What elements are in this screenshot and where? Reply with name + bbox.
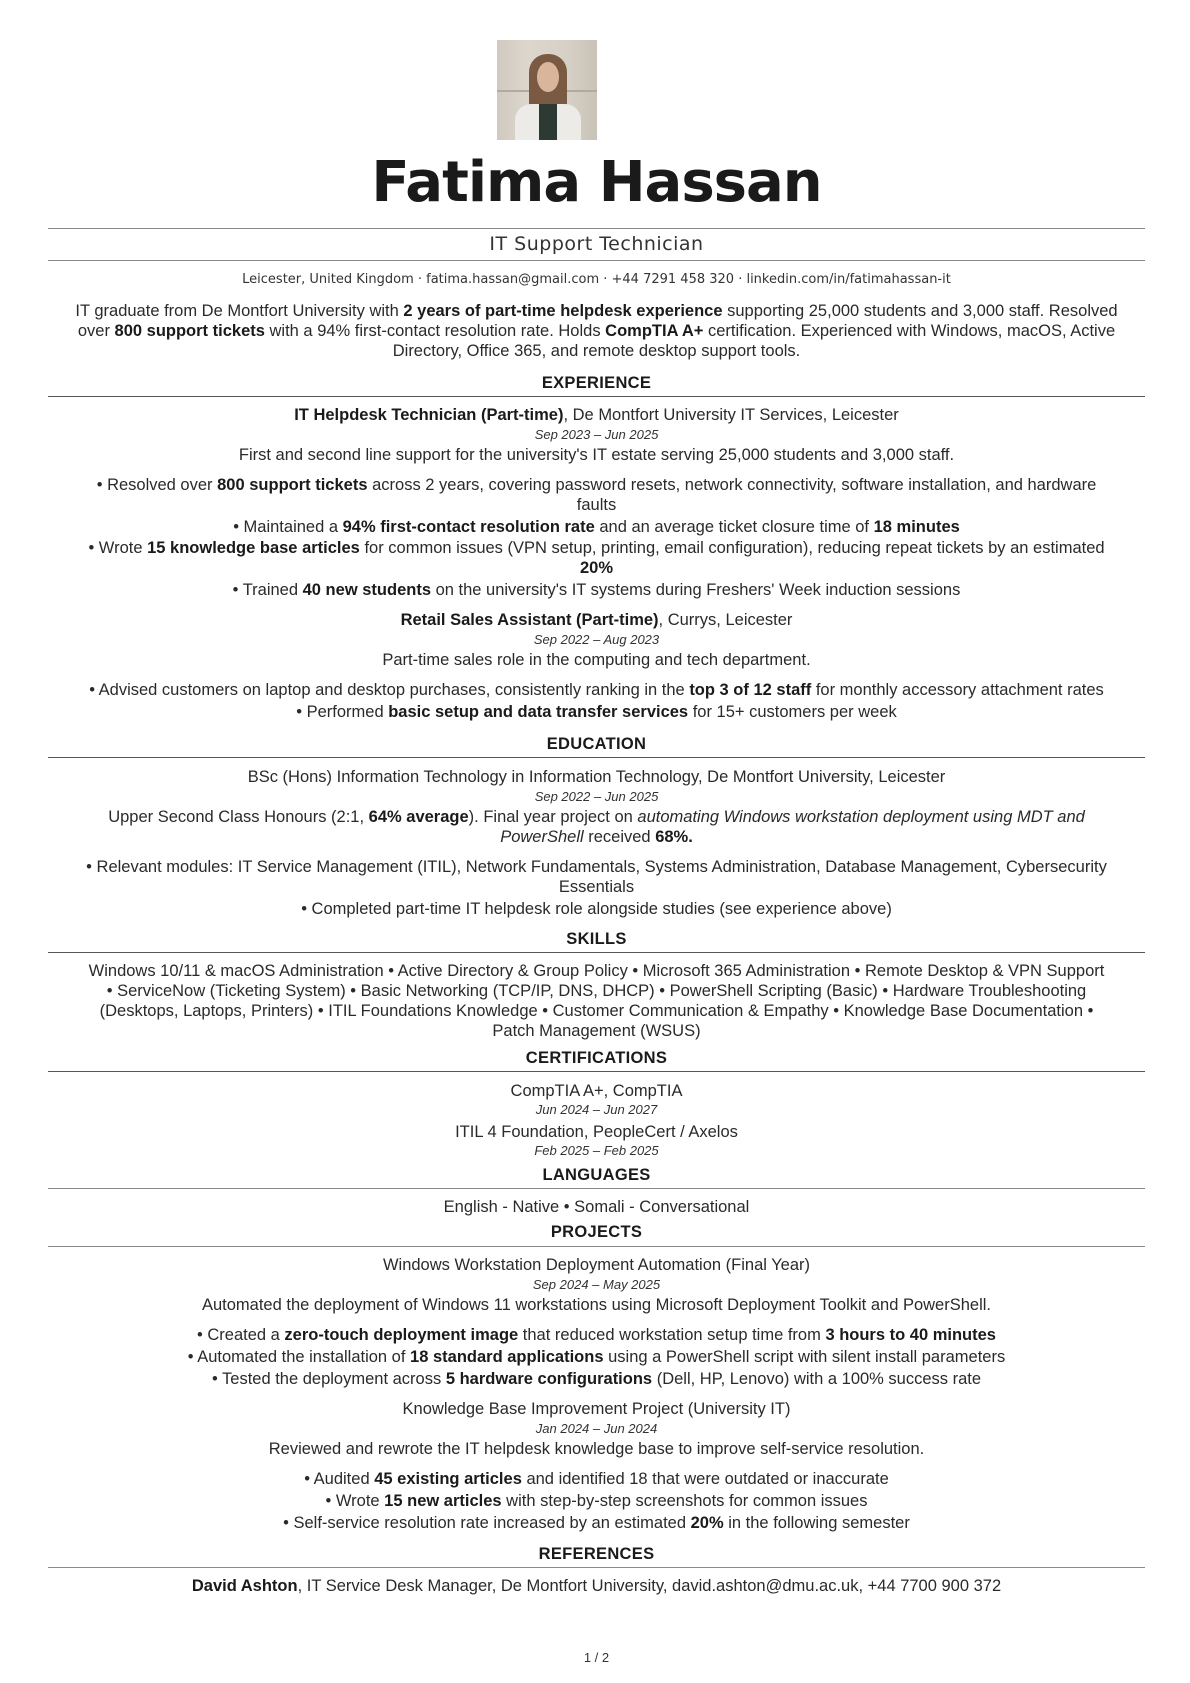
- divider: [48, 1071, 1145, 1072]
- job-bullet: • Performed basic setup and data transfer services for 15+ customers per week: [296, 703, 897, 721]
- job-bullet-cont: 20%: [579, 559, 614, 577]
- certification-dates: Feb 2025 – Feb 2025: [534, 1143, 659, 1158]
- job-description: Part-time sales role in the computing and tech department.: [382, 651, 811, 669]
- divider: [48, 952, 1145, 953]
- divider: [48, 396, 1145, 397]
- skills-line: Windows 10/11 & macOS Administration • Active Directory & Group Policy • Microsoft 365 Administration • Remote Desktop & VPN Support: [88, 962, 1105, 980]
- section-heading-education: EDUCATION: [546, 735, 647, 753]
- education-description: Upper Second Class Honours (2:1, 64% average). Final year project on automating Windows workstation deployment using MDT and: [108, 808, 1085, 826]
- job-dates: Sep 2022 – Aug 2023: [533, 632, 660, 647]
- job-bullet: • Wrote 15 knowledge base articles for common issues (VPN setup, printing, email configuration), reducing repeat tickets by an estimated: [88, 539, 1105, 557]
- project-bullet: • Wrote 15 new articles with step-by-step screenshots for common issues: [325, 1492, 868, 1510]
- job-bullet: • Trained 40 new students on the university's IT systems during Freshers' Week induction sessions: [232, 581, 961, 599]
- education-bullet-cont: Essentials: [558, 878, 635, 896]
- section-heading-references: REFERENCES: [538, 1545, 655, 1563]
- skills-line: • ServiceNow (Ticketing System) • Basic Networking (TCP/IP, DNS, DHCP) • PowerShell Scripting (Basic) • Hardware Troubleshooting: [106, 982, 1087, 1000]
- skills-line: (Desktops, Laptops, Printers) • ITIL Foundations Knowledge • Customer Communication & Empathy • Knowledge Base Documentation •: [99, 1002, 1094, 1020]
- section-heading-skills: SKILLS: [566, 930, 627, 948]
- project-bullet: • Tested the deployment across 5 hardware configurations (Dell, HP, Lenovo) with a 100% success rate: [211, 1370, 982, 1388]
- project-title: Windows Workstation Deployment Automation (Final Year): [382, 1256, 811, 1274]
- photo-shirt: [539, 104, 557, 140]
- divider: [48, 1567, 1145, 1568]
- contact-info[interactable]: Leicester, United Kingdom · fatima.hassan@gmail.com · +44 7291 458 320 · linkedin.com/in/fatimahassan-it: [242, 272, 951, 287]
- section-heading-languages: LANGUAGES: [542, 1166, 651, 1184]
- job-title-line: IT Helpdesk Technician (Part-time), De Montfort University IT Services, Leicester: [294, 406, 899, 424]
- job-bullet: • Advised customers on laptop and desktop purchases, consistently ranking in the top 3 of 12 staff for monthly accessory attachment rates: [89, 681, 1104, 699]
- project-title: Knowledge Base Improvement Project (University IT): [402, 1400, 791, 1418]
- job-title-line: Retail Sales Assistant (Part-time), Currys, Leicester: [400, 611, 793, 629]
- job-title: IT Support Technician: [489, 233, 704, 255]
- project-dates: Sep 2024 – May 2025: [532, 1277, 661, 1292]
- divider: [48, 1188, 1145, 1189]
- project-bullet: • Self-service resolution rate increased by an estimated 20% in the following semester: [283, 1514, 910, 1532]
- job-description: First and second line support for the university's IT estate serving 25,000 students and 3,000 staff.: [238, 446, 955, 464]
- section-heading-projects: PROJECTS: [550, 1223, 643, 1241]
- job-bullet: • Resolved over 800 support tickets across 2 years, covering password resets, network connectivity, software installation, and hardware: [96, 476, 1097, 494]
- job-bullet: • Maintained a 94% first-contact resolution rate and an average ticket closure time of 18 minutes: [233, 518, 960, 536]
- divider: [48, 757, 1145, 758]
- summary-line: Directory, Office 365, and remote desktop support tools.: [392, 342, 801, 360]
- education-description-cont: PowerShell received 68%.: [500, 828, 693, 846]
- education-bullet: • Relevant modules: IT Service Management (ITIL), Network Fundamentals, Systems Administration, Database Management, Cybersecurity: [86, 858, 1107, 876]
- skills-line: Patch Management (WSUS): [492, 1022, 701, 1040]
- summary-line: over 800 support tickets with a 94% first-contact resolution rate. Holds CompTIA A+ certification. Experienced with Windows, macOS, Active: [77, 322, 1116, 340]
- candidate-name: Fatima Hassan: [371, 150, 822, 215]
- divider: [48, 260, 1145, 261]
- job-dates: Sep 2023 – Jun 2025: [534, 427, 659, 442]
- project-dates: Jan 2024 – Jun 2024: [535, 1421, 658, 1436]
- reference-entry: David Ashton, IT Service Desk Manager, De Montfort University, david.ashton@dmu.ac.uk, +44 7700 900 372: [191, 1577, 1002, 1595]
- summary-line: IT graduate from De Montfort University with 2 years of part-time helpdesk experience supporting 25,000 students and 3,000 staff. Resolved: [75, 302, 1118, 320]
- education-bullet: • Completed part-time IT helpdesk role alongside studies (see experience above): [301, 900, 892, 918]
- languages-list: English - Native • Somali - Conversational: [443, 1198, 750, 1216]
- degree: BSc (Hons) Information Technology in Information Technology, De Montfort University, Leicester: [247, 768, 946, 786]
- certification-name: CompTIA A+, CompTIA: [510, 1082, 683, 1100]
- education-dates: Sep 2022 – Jun 2025: [534, 789, 659, 804]
- project-bullet: • Audited 45 existing articles and identified 18 that were outdated or inaccurate: [304, 1470, 889, 1488]
- section-heading-certifications: CERTIFICATIONS: [525, 1049, 668, 1067]
- project-bullet: • Created a zero-touch deployment image that reduced workstation setup time from 3 hours to 40 minutes: [197, 1326, 996, 1344]
- page-number: 1 / 2: [583, 1650, 610, 1665]
- section-heading-experience: EXPERIENCE: [541, 374, 652, 392]
- project-bullet: • Automated the installation of 18 standard applications using a PowerShell script with silent install parameters: [187, 1348, 1006, 1366]
- divider: [48, 1246, 1145, 1247]
- project-description: Automated the deployment of Windows 11 workstations using Microsoft Deployment Toolkit and PowerShell.: [201, 1296, 992, 1314]
- profile-photo: [497, 40, 597, 140]
- project-description: Reviewed and rewrote the IT helpdesk knowledge base to improve self-service resolution.: [268, 1440, 925, 1458]
- divider: [48, 228, 1145, 229]
- photo-face: [537, 62, 559, 92]
- certification-name: ITIL 4 Foundation, PeopleCert / Axelos: [455, 1123, 738, 1141]
- job-bullet-cont: faults: [576, 496, 617, 514]
- certification-dates: Jun 2024 – Jun 2027: [535, 1102, 658, 1117]
